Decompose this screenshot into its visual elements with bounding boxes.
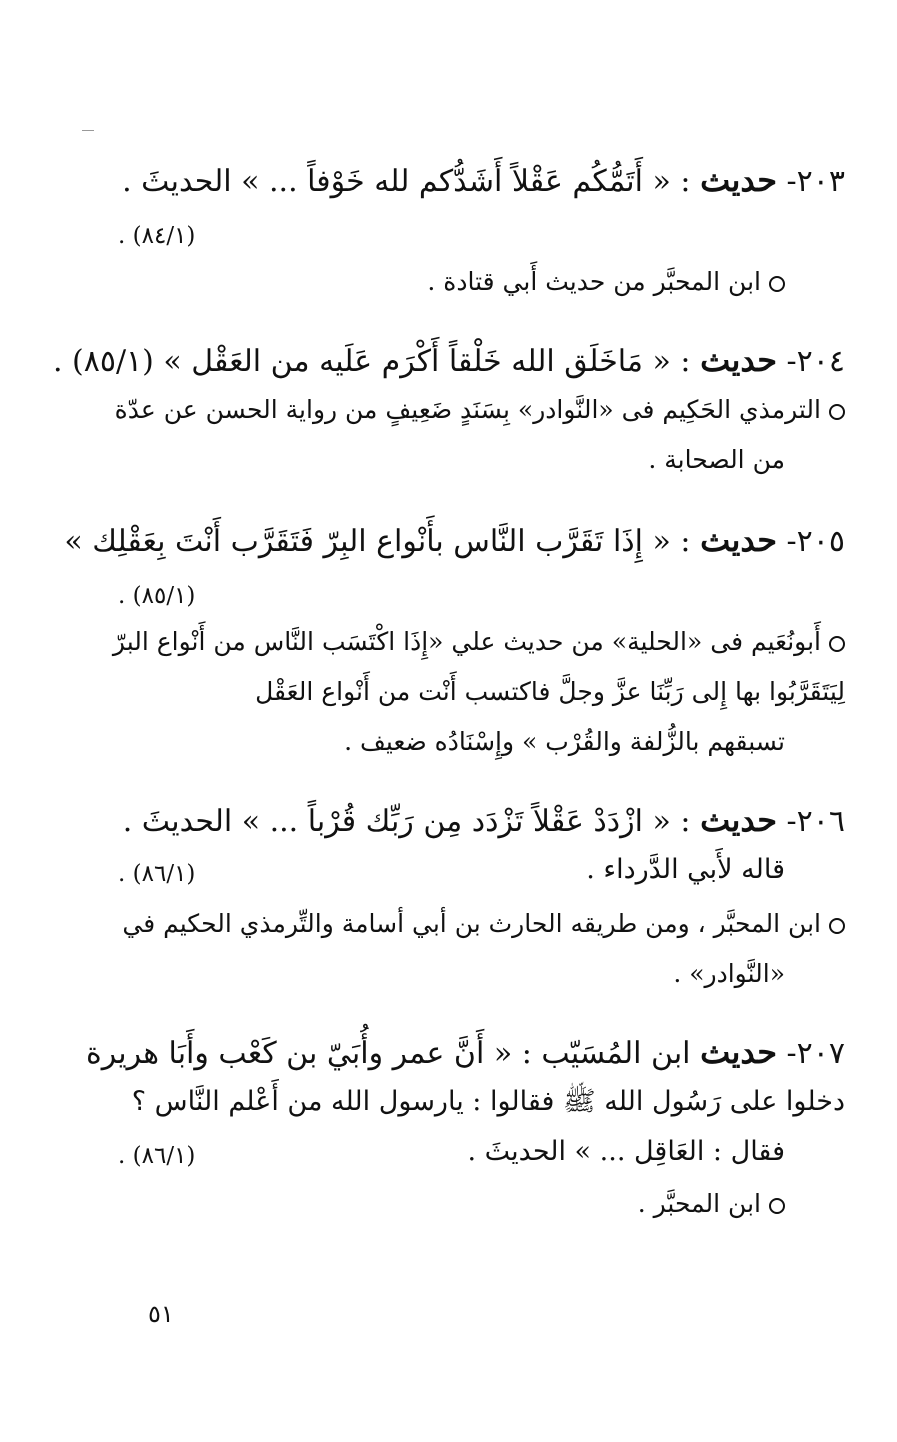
- entry-206-heading: [123, 798, 845, 844]
- entry-number: ٢٠٣-: [786, 164, 845, 199]
- source-text: أَبونُعَيم فى «الحلية» من حديث علي «إِذَا اكْتَسَب النَّاس من أَنْواع البرّ: [112, 627, 821, 656]
- entry-text: : « ازْدَدْ عَقْلاً تَزْدَد مِن رَبِّك قُرْباً ... » الحديثَ .: [122, 804, 691, 839]
- bullet-icon: [829, 918, 845, 934]
- entry-205-reference: . (٨٥/١): [118, 583, 196, 609]
- hadith-keyword: حديث: [700, 521, 777, 559]
- source-text: ابن المحبَّر ، ومن طريقه الحارث بن أبي أسامة والتِّرمذي الحكيم في: [122, 909, 821, 938]
- bullet-icon: [829, 636, 845, 652]
- entry-205-source-line-2: لِيَتَقَرَّبُوا بها إِلى رَبِّنَا عزَّ وجلَّ فاكتسب أَنْت من أَنْواع العَقْل: [255, 677, 845, 706]
- entry-207-reference: . (٨٦/١): [118, 1143, 196, 1169]
- bullet-icon: [769, 276, 785, 292]
- bullet-icon: [769, 1198, 785, 1214]
- source-text: ابن المحبَّر .: [637, 1189, 761, 1218]
- entry-206-source-line-1: [122, 904, 845, 944]
- source-text: ابن المحبَّر من حديث أَبي قتادة .: [427, 267, 761, 296]
- hadith-keyword: حديث: [700, 341, 777, 379]
- entry-205-heading: [64, 518, 845, 564]
- entry-number: ٢٠٤-: [786, 344, 845, 379]
- entry-text: : « إِذَا تَقَرَّب النَّاس بأَنْواع البِرّ فَتَقَرَّب أَنْتَ بِعَقْلِك »: [64, 524, 691, 559]
- entry-number: ٢٠٧-: [786, 1036, 845, 1071]
- entry-204-heading: [53, 338, 845, 384]
- entry-text: ابن المُسَيّب : « أَنَّ عمر وأُبَيّ بن كَعْب وأَبَا هريرة: [86, 1036, 691, 1071]
- page-number: ٥١: [148, 1300, 174, 1328]
- entry-207-line-2: دخلوا على رَسُول الله ﷺ فقالوا : يارسول الله من أَعْلم النَّاس ؟: [131, 1086, 845, 1117]
- entry-text: : « أَتَمُّكُم عَقْلاً أَشَدُّكم لله خَوْفاً ... » الحديثَ .: [122, 164, 691, 199]
- entry-207-line-3: فقال : العَاقِل ... » الحديثَ .: [467, 1136, 785, 1167]
- entry-205-source-line-1: [113, 622, 845, 662]
- entry-204-source-line-2: من الصحابة .: [648, 445, 785, 474]
- entry-203-heading: [122, 158, 845, 204]
- entry-number: ٢٠٦-: [786, 804, 845, 839]
- entry-text: : « مَاخَلَق الله خَلْقاً أَكْرَم عَلَيه من العَقْل » (٨٥/١) .: [52, 344, 691, 379]
- hadith-keyword: حديث: [700, 1033, 777, 1071]
- entry-204-source-line-1: [115, 390, 845, 430]
- hadith-keyword: حديث: [700, 801, 777, 839]
- entry-206-continuation: قاله لأَبي الدَّرداء .: [586, 854, 785, 885]
- entry-203-reference: . (٨٤/١): [118, 223, 196, 249]
- entry-205-source-line-3: تسبقهم بالزُّلفة والقُرْب » وإِسْنَادُه ضعيف .: [344, 727, 785, 756]
- source-text: الترمذي الحَكِيم فى «النَّوادر» بِسَنَدٍ ضَعِيفٍ من رواية الحسن عن عدّة: [114, 395, 821, 424]
- entry-203-source: [427, 262, 785, 302]
- bullet-icon: [829, 404, 845, 420]
- entry-207-source: [638, 1184, 785, 1224]
- corner-mark: [82, 130, 94, 131]
- hadith-keyword: حديث: [700, 161, 777, 199]
- entry-207-heading: [86, 1030, 845, 1076]
- entry-206-reference: . (٨٦/١): [118, 861, 196, 887]
- entry-206-source-line-2: «النَّوادر» .: [673, 959, 785, 988]
- entry-number: ٢٠٥-: [786, 524, 845, 559]
